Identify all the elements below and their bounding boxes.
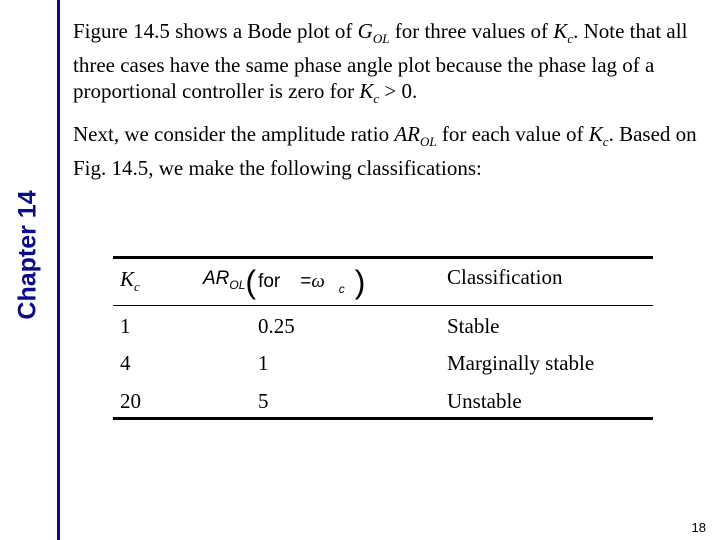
k-subscript-3: c bbox=[602, 134, 609, 150]
sidebar-divider bbox=[57, 0, 60, 540]
ar-subscript: OL bbox=[419, 134, 437, 150]
header-for-text: for bbox=[258, 271, 281, 292]
header-equals: = bbox=[300, 271, 312, 292]
paragraph-bode-plot bbox=[73, 18, 713, 112]
paragraph1-text1: Figure 14.5 shows a Bode plot of bbox=[73, 19, 358, 43]
right-paren: ) bbox=[354, 264, 366, 300]
paragraph-amplitude-ratio bbox=[73, 121, 713, 181]
row3-kc: 20 bbox=[120, 389, 141, 413]
header-classification: Classification bbox=[447, 265, 563, 289]
header-kc bbox=[120, 266, 140, 300]
row1-kc: 1 bbox=[120, 314, 131, 338]
paragraph1-text4: > 0. bbox=[379, 79, 418, 104]
table-top-rule bbox=[113, 256, 653, 259]
chapter-label: Chapter 14 bbox=[13, 190, 42, 320]
row2-kc: 4 bbox=[120, 351, 131, 375]
chapter-sidebar bbox=[0, 0, 57, 540]
paragraph2-text1: Next, we consider the amplitude ratio bbox=[73, 122, 395, 146]
k-subscript: c bbox=[567, 31, 574, 47]
row1-ar: 0.25 bbox=[258, 314, 295, 338]
k-subscript-2: c bbox=[373, 91, 380, 107]
g-subscript: OL bbox=[372, 31, 390, 47]
g-symbol: G bbox=[357, 19, 373, 43]
table-bottom-rule bbox=[113, 417, 653, 420]
k-symbol-3: K bbox=[588, 122, 603, 146]
header-ar-symbol bbox=[203, 266, 245, 298]
page-number: 18 bbox=[691, 520, 706, 535]
header-omega: ω bbox=[311, 271, 325, 292]
row1-classification: Stable bbox=[447, 314, 500, 338]
k-symbol-2: K bbox=[359, 79, 374, 104]
paragraph2-text3: . Based on Fig. 14.5, we make the following classifications: bbox=[73, 122, 697, 181]
header-ar-formula bbox=[203, 262, 365, 302]
paragraph2-text2: for each value of bbox=[436, 122, 589, 146]
header-kc-subscript: c bbox=[134, 279, 140, 295]
header-ar-text: AR bbox=[203, 268, 230, 290]
k-symbol: K bbox=[553, 19, 568, 43]
row2-ar: 1 bbox=[258, 351, 269, 375]
paragraph1-text3: . Note that all three cases have the same phase angle plot because the phase lag of a proportional controller is zero for bbox=[73, 19, 688, 104]
row3-classification: Unstable bbox=[447, 389, 522, 413]
left-paren: ( bbox=[245, 264, 257, 300]
header-ar-subscript: OL bbox=[229, 277, 246, 292]
row3-ar: 5 bbox=[258, 389, 269, 413]
ar-symbol: AR bbox=[394, 122, 420, 146]
header-kc-symbol: K bbox=[120, 267, 135, 291]
row2-classification: Marginally stable bbox=[447, 351, 595, 375]
header-omega-subscript: c bbox=[338, 282, 345, 296]
paragraph1-text2: for three values of bbox=[389, 19, 554, 43]
table-header-rule bbox=[113, 305, 653, 306]
